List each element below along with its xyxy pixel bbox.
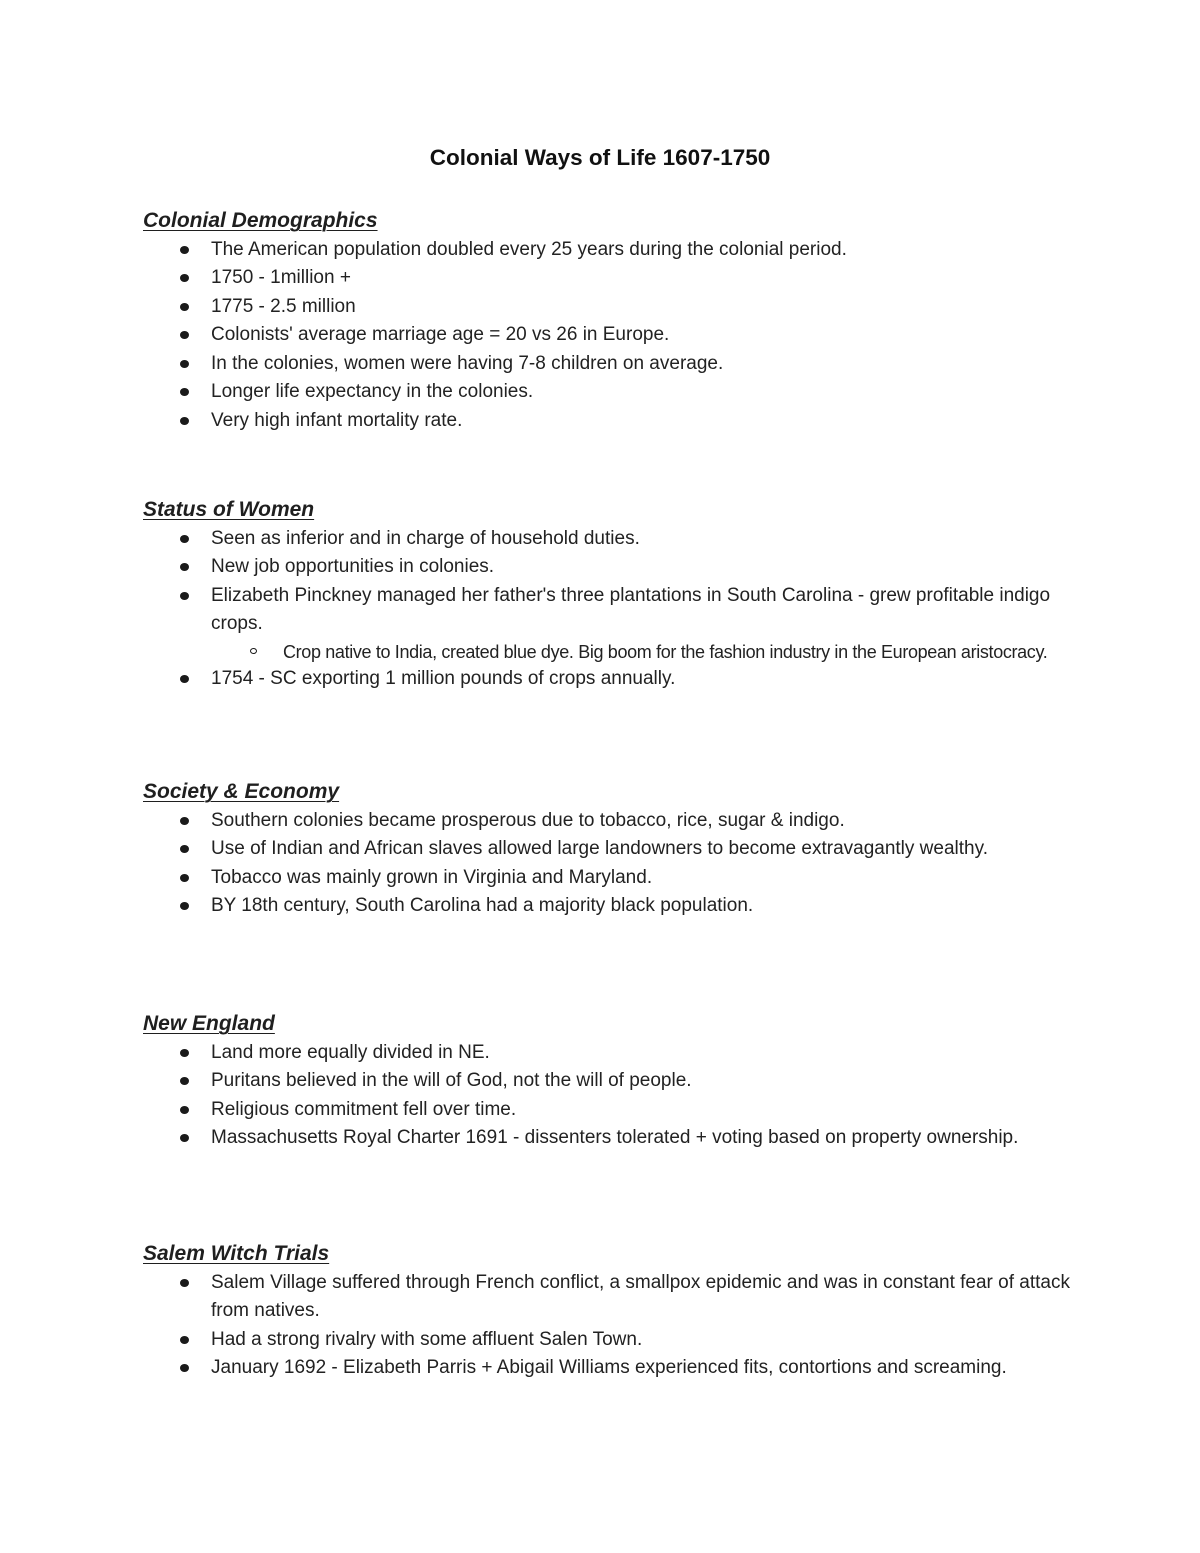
list-item (143, 665, 1073, 694)
list-item (143, 1124, 1073, 1153)
list-item-text: Longer life expectancy in the colonies. (211, 381, 534, 403)
bullet-icon (180, 388, 189, 396)
document-title: Colonial Ways of Life 1607-1750 (429, 145, 771, 170)
list-item (143, 1354, 1073, 1383)
list-item (143, 892, 1073, 921)
bullet-icon (180, 331, 189, 339)
bullet-list (143, 807, 1073, 921)
list-item-text: Land more equally divided in NE. (211, 1041, 490, 1063)
section-heading: New England (143, 1012, 275, 1035)
bullet-icon (180, 417, 189, 425)
list-item (143, 407, 1073, 436)
list-item (143, 807, 1073, 836)
bullet-icon (180, 1364, 189, 1372)
list-item-text: Had a strong rivalry with some affluent Salen Town. (211, 1328, 643, 1350)
list-item-text: Tobacco was mainly grown in Virginia and Maryland. (211, 866, 653, 888)
bullet-icon (180, 303, 189, 311)
list-item-text: January 1692 - Elizabeth Parris + Abigail Williams experienced fits, contortions and screaming. (211, 1357, 1007, 1379)
list-item (143, 835, 1073, 864)
sub-list-item-text: Crop native to India, created blue dye. Big boom for the fashion industry in the European aristocracy. (283, 641, 1048, 662)
bullet-icon (180, 1279, 189, 1287)
list-item-text: Elizabeth Pinckney managed her father's three plantations in South Carolina - grew profitable indigo crops. (211, 584, 1051, 635)
hollow-bullet-icon (250, 648, 257, 654)
list-item-text: Massachusetts Royal Charter 1691 - dissenters tolerated + voting based on property ownership. (211, 1127, 1019, 1149)
list-item-text: The American population doubled every 25 years during the colonial period. (211, 238, 847, 260)
bullet-icon (180, 1134, 189, 1142)
list-item (143, 1039, 1073, 1068)
list-item-text: Very high infant mortality rate. (211, 410, 463, 432)
list-item (143, 321, 1073, 350)
bullet-icon (180, 1106, 189, 1114)
section-new-england (143, 1010, 1073, 1153)
section-heading: Colonial Demographics (143, 209, 378, 232)
bullet-icon (180, 902, 189, 910)
list-item (143, 264, 1073, 293)
list-item-text: Colonists' average marriage age = 20 vs 26 in Europe. (211, 324, 670, 346)
list-item-text: Puritans believed in the will of God, not the will of people. (211, 1070, 692, 1092)
list-item-text: 1775 - 2.5 million (211, 295, 356, 317)
list-item (143, 236, 1073, 265)
list-item (143, 1269, 1073, 1326)
bullet-icon (180, 535, 189, 543)
list-item (143, 525, 1073, 554)
sub-bullet-list (211, 639, 1073, 665)
bullet-icon (180, 1049, 189, 1057)
bullet-list (143, 1039, 1073, 1153)
list-item (143, 378, 1073, 407)
sub-list-item (211, 639, 1073, 665)
list-item-text: 1750 - 1million + (211, 267, 351, 289)
section-heading: Salem Witch Trials (143, 1242, 330, 1265)
bullet-list (143, 236, 1073, 436)
bullet-icon (180, 1336, 189, 1344)
list-item (143, 1096, 1073, 1125)
bullet-icon (180, 360, 189, 368)
bullet-icon (180, 563, 189, 571)
section-status-of-women (143, 496, 1073, 693)
section-heading: Status of Women (143, 498, 315, 521)
bullet-icon (180, 1077, 189, 1085)
section-salem-witch-trials (143, 1240, 1073, 1383)
bullet-icon (180, 817, 189, 825)
bullet-icon (180, 592, 189, 600)
list-item-text: BY 18th century, South Carolina had a majority black population. (211, 895, 754, 917)
section-society-economy (143, 778, 1073, 921)
list-item (143, 864, 1073, 893)
bullet-icon (180, 874, 189, 882)
list-item-text: New job opportunities in colonies. (211, 556, 495, 578)
list-item (143, 1067, 1073, 1096)
list-item (143, 1326, 1073, 1355)
list-item-text: Salem Village suffered through French conflict, a smallpox epidemic and was in constant fear of attack from natives. (211, 1271, 1070, 1322)
list-item-text: Use of Indian and African slaves allowed large landowners to become extravagantly wealthy. (211, 838, 988, 860)
bullet-icon (180, 845, 189, 853)
list-item (143, 350, 1073, 379)
list-item-text: Southern colonies became prosperous due to tobacco, rice, sugar & indigo. (211, 809, 845, 831)
list-item (143, 553, 1073, 582)
list-item-text: Seen as inferior and in charge of household duties. (211, 527, 640, 549)
list-item-text: Religious commitment fell over time. (211, 1098, 517, 1120)
bullet-list (143, 1269, 1073, 1383)
bullet-icon (180, 246, 189, 254)
list-item-text: 1754 - SC exporting 1 million pounds of crops annually. (211, 667, 676, 689)
section-heading: Society & Economy (143, 780, 340, 803)
list-item (143, 293, 1073, 322)
bullet-icon (180, 274, 189, 282)
section-colonial-demographics (143, 207, 1073, 436)
bullet-icon (180, 675, 189, 683)
list-item (143, 582, 1073, 665)
bullet-list (143, 525, 1073, 694)
list-item-text: In the colonies, women were having 7-8 children on average. (211, 352, 724, 374)
